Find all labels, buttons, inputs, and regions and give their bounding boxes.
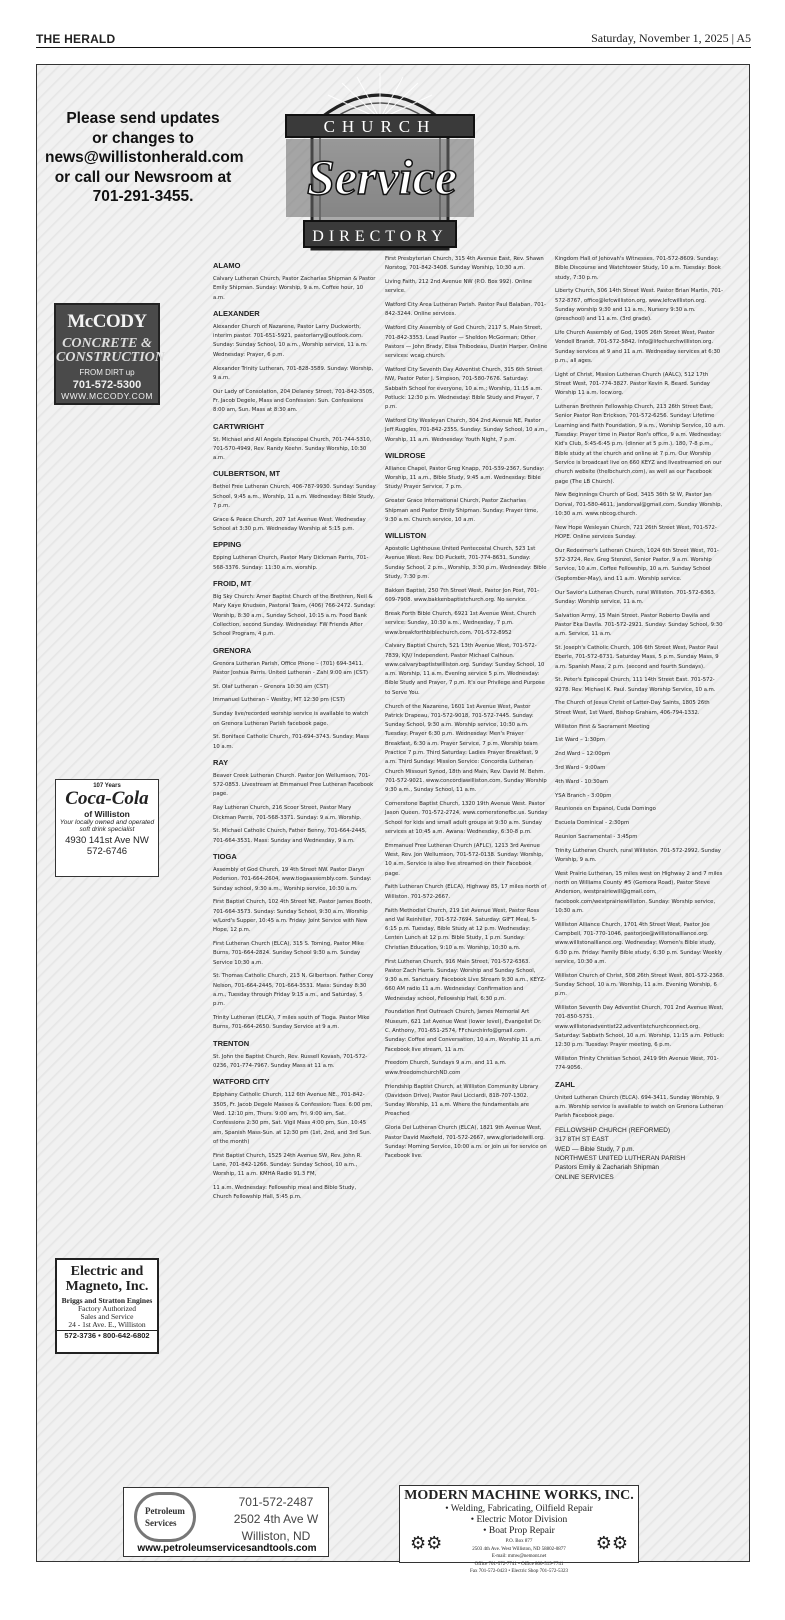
petroleum-logo-line: Petroleum [145,1506,185,1516]
special-listing-line: 317 8TH ST EAST [555,1136,609,1144]
town-heading: RAY [213,757,229,767]
coke-tag: Your locally owned and operated soft drink specialist [59,819,155,833]
updates-line: or changes to [92,129,194,147]
church-listing: Living Faith, 212 2nd Avenue NW (P.O. Box 992). Online service. [385,279,532,295]
church-listing: Church of the Nazarene, 1601 1st Avenue West, Pastor Patrick Drapeau, 701-572-9018, 701-572-7445. Sunday: Sunday School, 9:30 a.m. Worship service, 10:30 a.m. Tuesday: Prayer 6:30 p.m. Wednesday: Men's Prayer Breakfast, 6:30 a.m. Prayer Service, 7 p.m. Worship team Practice 7 p.m. Third Saturday: Ladies Prayer Breakfast, 9 a.m. Third Sunday: Mission Service: Concordia Lutheran Church Missouri Synod, 18th and Main, Rev. David M. Behm. 701-572-9021. www.concordiawilliston.com. Sunday Worship 9:30 a.m., Sunday School, 11 a.m. [385,703,547,794]
magneto-auth: Factory Authorized [77,1304,137,1313]
mccody-phone: 701-572-5300 [72,379,142,391]
church-listing: Watford City Seventh Day Adventist Church, 315 6th Street NW, Pastor Peter J. Simpson, 701-580-7676. Saturday: Sabbath School for everyone, 10 a.m.; Worship, 11:15 a.m. Potluck: 12:30 p.m. Wednesday: Bible Study and Prayer, 7 p.m. [385,366,543,411]
church-listing: First Presbyterian Church, 315 4th Avenue East, Rev. Shawn Norstog, 701-842-3408. Sunday Worship, 10:30 a.m. [385,256,544,272]
church-listing: Big Sky Church: Amer Baptist Church of the Brethren, Neil & Mary Kaye Knudsen, Pastoral Team, (406) 766-2472. Sunday: Worship, 8:30 a.m., Sunday School, 10:15 a.m. Food Bank Collection, second Sunday. Wednesday: FW Friends After School Program, 4 p.m. [213,594,376,638]
special-listing-line: WED — Bible Study, 7 p.m. [555,1145,635,1153]
directory-column-3 [555,255,725,1182]
church-listing: New Hope Wesleyan Church, 721 26th Street West, 701-572-HOPE. Online services Sunday. [555,524,717,541]
church-listing: Watford City Assembly of God Church, 2117 S. Main Street, 701-842-3353. Lead Pastor — Sheldon McGorman; Other Pastors — John Brady, Elisa Thibodeau, Dustin Harper. Online services: wcag.church. [385,325,548,360]
town-heading: ALEXANDER [213,308,260,318]
petroleum-address: 2502 4th Ave W [233,1512,319,1526]
church-listing: Ray Lutheran Church, 216 Scoer Street, Pastor Mary Dickman Parris, 701-568-3371. Sunday: 9 a.m. Worship. [213,805,362,821]
church-listing: Beaver Creek Lutheran Church. Pastor Jon Wellumson, 701-572-0853. Livestream at Emmanuel Free Lutheran Facebook page. [213,772,374,798]
church-listing: Emmanuel Free Lutheran Church (AFLC), 1213 3rd Avenue West, Rev. Jon Wellumson, 701-572-0138. Sunday: Worship, 10 a.m. Service is also live streamed on their Facebook page. [385,842,544,877]
church-listing: Life Church Assembly of God, 1905 26th Street West, Pastor Vondell Brandt. 701-572-5842. info@lifechurchwilliston.org. Sunday services at 9 and 11 a.m. Wednesday services at 6:30 p.m., all ages. [555,330,721,364]
church-listing: West Prairie Lutheran, 15 miles west on Highway 2 and 7 miles north on Williams County #5 (Gemora Road), Pastor Steve Anderson, westprairiewill@gmail.com, facebook.com/westprairiewilliston. Sunday: Worship service, 10:30 a.m. [555,870,723,915]
church-listing: Faith Methodist Church, 219 1st Avenue West, Pastor Ross and Val Reinhiller, 701-572-7694. Saturday: GIFT Meal, 5-6:15 p.m. Tuesday, Bible Study at 12 p.m. Wednesday: Lenten Lunch at 12 p.m. Bible Study, 1 p.m. Sunday: Christian Education, 9:10 a.m. Worship, 10:30 a.m. [385,907,540,951]
logo-directory-text: DIRECTORY [312,228,448,245]
church-listing: Trinity Lutheran Church, rural Williston. 701-572-2992. Sunday Worship, 9 a.m. [555,847,721,864]
church-listing: Grenora Lutheran Parish, Office Phone – (701) 694-3411. Pastor Joshua Parris. United Lutheran - Zahl 9:00 am (CST) [213,660,368,676]
church-listing: Sunday live/recorded worship service is available to watch on Grenora Lutheran Parish facebook page. [213,711,369,727]
church-service-directory-logo [282,73,478,249]
church-listing: The Church of Jesus Christ of Latter-Day Saints, 1805 26th Street West, 1st Ward, Bishop Graham, 406-794-1332. [555,700,710,716]
machine-service: • Electric Motor Division [470,1515,568,1525]
town-heading: TRENTON [213,1038,250,1048]
coke-phone: 572-6746 [86,846,128,857]
church-listing: St. Joseph's Catholic Church, 106 6th Street West, Pastor Paul Eberle, 701-572-6731. Saturday Mass, 5 p.m. Sunday Mass, 9 a.m. Spanish Mass, 2 p.m. (second and fourth Sundays). [555,644,719,670]
coke-years: 107 Years [93,783,121,789]
church-listing: Kingdom Hall of Jehovah's Witnesses. 701-572-8609. Sunday: Bible Discourse and Watchtower Study, 10 a.m. Tuesday: Book study, 7:30 p.m. [555,256,721,281]
petroleum-city: Williston, ND [241,1529,311,1543]
special-listing-line: NORTHWEST UNITED LUTHERAN PARISH [555,1155,686,1163]
church-listing: Liberty Church, 506 14th Street West. Pastor Brian Martin, 701-572-8767, office@lefcwilliston.org, www.lefcwilliston.org. Sunday worship 9:30 and 11 a.m., Nursery 9:30 a.m. (preschool) and 11 a.m. (3rd grade). [555,288,724,323]
mccody-construction-ad[interactable] [54,303,165,405]
machine-service: • Welding, Fabricating, Oilfield Repair [445,1504,593,1514]
machine-name: MODERN MACHINE WORKS, INC. [404,1488,634,1503]
mccody-brand: McCODY [67,311,147,332]
town-heading: FROID, MT [213,579,252,589]
church-listing: Assembly of God Church, 19 4th Street NW. Pastor Daryn Pederson. 701-664-2604, www.tiogaassembly.com. Sunday: Sunday school, 9:30 a.m., Worship service, 10:30 a.m. [213,866,372,892]
church-listing: Grace & Peace Church, 207 1st Avenue West. Wednesday School at 3:30 p.m. Wednesday Worship at 5:15 p.m. [213,516,366,533]
coke-brand: Coca-Cola [65,788,149,809]
church-listing: 11 a.m. Wednesday: Fellowship meal and Bible Study, Church Fellowship Hall, 5:45 p.m. [213,1184,357,1201]
church-listing: Break Forth Bible Church, 6921 1st Avenue West. Church service: Sunday, 10:30 a.m., Wednesday, 7 p.m. www.breakforthbiblechurch.com. 701-572-8952 [385,610,536,636]
coke-of: of Williston [84,809,130,819]
church-listing: Alliance Chapel, Pastor Greg Knapp, 701-539-2367. Sunday: Worship, 11 a.m., Bible Study, 9:45 a.m. Wednesday: Bible Study/ Prayer Service, 7 p.m. [385,465,545,491]
special-listing-line: Pastors Emily & Zachariah Shipman [555,1164,660,1172]
church-listing: Epping Lutheran Church, Pastor Mary Dickman Parris, 701-568-3376. Sunday: 11:30 a.m. worship. [213,555,369,571]
church-listing: 4th Ward - 10:30am [555,778,609,785]
church-listing: Calvary Baptist Church, 521 13th Avenue West, 701-572-7839, KJV/ Independent. Pastor Michael Calhoun. www.calvarybaptistwilliston.org. Sunday: Sunday School, 10 a.m. Worship, 11 a.m. Evening service 5 p.m. Wednesday: Bible Study and Prayer, 7 p.m. It's our Privilege and Purpose to Serve You. [385,643,545,696]
town-heading: ALAMO [213,261,241,270]
church-listing: Foundation First Outreach Church, James Memorial Art Museum, 621 1st Avenue West (lower level), Evangelist Dr. C. Anthony, 701-651-2574, FFchurchinfo@gmail.com. Sunday: Coffee and Conversation, 10 a.m. Worship 11 a.m. Facebook live stream, 11 a.m. [385,1009,542,1053]
church-listing: Bethel Free Lutheran Church, 406-787-9930. Sunday: Sunday School, 9:45 a.m., Worship, 11 a.m. Wednesday: Bible Study, 7 p.m. [213,484,376,510]
church-listing: 1st Ward – 1:30pm [555,737,605,744]
masthead [36,30,751,48]
machine-detail: Fax 701-572-0423 • Electric Shop 701-572-5323 [470,1569,568,1574]
church-listing: New Beginnings Church of God, 3415 36th St W, Pastor Jan Dorval, 701-580-4611, jandorval@gmail.com. Sunday Worship, 10:30 a.m. www.nbcog.church. [555,492,723,517]
town-heading: TIOGA [213,851,237,861]
church-listing: St. Boniface Catholic Church, 701-694-3743. Sunday: Mass 10 a.m. [213,734,369,750]
modern-machine-works-ad[interactable] [399,1485,639,1574]
church-listing: Watford City Wesleyan Church, 304 2nd Avenue NE, Pastor Jeff Ruggles, 701-842-2355. Sunday: Sunday School, 10 a.m., Worship, 11 a.m. Wednesday: Youth Night, 7 p.m. [385,417,548,443]
updates-line: or call our Newsroom at [54,168,232,186]
mccody-tag: FROM DIRT up [79,368,135,377]
church-listing: Watford City Area Lutheran Parish. Pastor Paul Balaban. 701-842-3244. Online services. [385,302,546,318]
church-listing: First Lutheran Church (ELCA), 315 S. Toming, Pastor Mike Burns, 701-664-2824. Sunday School 9:30 a.m. Sunday Service 10:30 a.m. [213,941,364,966]
church-listing: Salvation Army, 15 Main Street. Pastor Roberto Davila and Pastor Eka Davila. 701-572-2921. Sunday: Sunday School, 9:30 a.m. Service, 11 a.m. [555,612,723,638]
church-listing: Reunion Sacramental - 3:45pm [555,833,638,840]
church-listing: Calvary Lutheran Church, Pastor Zacharias Shipman & Pastor Emily Shipman. Sunday: Worship, 9 a.m. Coffee hour, 10 a.m. [213,276,376,301]
church-listing: Williston Alliance Church, 1701 4th Street West, Pastor Joe Campbell, 701-770-1046, pastorjoe@willistonalliance.org. www.willistonalliance.org. Wednesday: Women's Bible study, 6:30 p.m. Friday: Family Bible study, 6:30 p.m. Sunday: Weekly service, 10:30 a.m. [555,921,723,965]
coca-cola-ad[interactable] [55,779,159,877]
mccody-line: CONCRETE & CONSTRUCTION [56,336,165,365]
petroleum-logo-line: Services [145,1518,177,1528]
church-listing: YSA Branch - 3:00pm [555,792,612,799]
church-listing: Faith Lutheran Church (ELCA), Highway 85, 17 miles north of Williston. 701-572-2667. [385,884,547,900]
church-listing: Immanuel Lutheran – Westby, MT 12:30 pm (CST) [213,697,345,704]
church-listing: St. Olaf Lutheran – Grenora 10:30 am (CST) [213,683,329,690]
church-listing: Our Savior's Lutheran Church, rural Williston. 701-572-6363. Sunday: Worship service, 11 a.m. [555,589,716,605]
church-listing: Apostolic Lighthouse United Pentecostal Church, 523 1st Avenue West. Rev. DD Puckett, 701-774-8631. Sunday: Sunday School, 2 p.m., Worship, 3:30 p.m. Wednesday: Bible Study, 7:30 p.m. [385,546,547,581]
church-listing: St. Thomas Catholic Church, 213 N. Gilbertson. Father Corey Nelson, 701-664-2445, 701-664-3531. Mass: Sunday 8:30 a.m., Tuesday through Friday 9:15 a.m., and Saturday, 5 p.m. [213,973,374,1008]
machine-detail: E-mail: mmw@nemont.net [491,1554,547,1559]
magneto-service: Sales and Service [80,1312,134,1321]
coke-address: 4930 141st Ave NW [65,835,149,846]
church-listing: Bakken Baptist, 250 7th Street West, Pastor Jon Post, 701-609-7908. www.bakkenbaptistchurch.org. No service. [385,587,540,604]
electric-magneto-ad[interactable] [55,1258,159,1354]
church-listing: Williston Seventh Day Adventist Church, 701 2nd Avenue West, 701-850-5731. www.willistonadventist22.adventistchurchconnect.org. Saturday: Sabbath School, 10 a.m. Worship, 11:15 a.m. Potluck: 12:30 p.m. Tuesday: Prayer meeting, 6 p.m. [555,1005,725,1049]
church-listing: Freedom Church, Sundays 9 a.m. and 11 a.m. www.freedomchurchND.com [385,1060,507,1076]
church-listing: St. Michael and All Angels Episcopal Church, 701-744-5310, 701-570-4949, Rev. Randy Keehn. Sunday Worship, 10:30 a.m. [213,436,372,462]
church-listing: United Lutheran Church (ELCA). 694-3411. Sunday Worship, 9 a.m. Worship service is available to watch on Grenora Lutheran Parish Facebook page. [555,1094,724,1120]
paper-name: THE HERALD [36,32,116,46]
updates-line: Please send updates [66,110,220,127]
church-listing: St. Peter's Episcopal Church, 111 14th Street East. 701-572-9278. Rev. Michael K. Paul. Sunday Worship Service, 10 a.m. [555,677,716,693]
machine-detail: Office 701-572-7741 • Office 800-519-7741 [474,1561,564,1567]
town-heading: EPPING [213,540,242,550]
church-listing: Williston Church of Christ, 508 26th Street West, 801-572-2368. Sunday School, 10 a.m. Worship, 11 a.m. Evening Worship, 6 p.m. [555,972,725,998]
church-listing: First Baptist Church, 102 4th Street NE. Pastor James Booth, 701-664-3573. Sunday: Sunday School, 9:30 a.m. Worship w/Lord's Supper, 10:45 a.m. Friday: Joint Service with New Hope, 12 p.m. [213,899,373,934]
directory-column-2 [385,255,548,1166]
machine-service: • Boat Prop Repair [483,1526,555,1536]
updates-email[interactable]: news@willistonherald.com [45,149,244,166]
petroleum-logo [134,1492,196,1542]
updates-phone: 701-291-3455. [92,188,194,205]
church-directory-frame [36,64,750,1574]
church-listing: Alexander Church of Nazarene, Pastor Larry Duckworth, interim pastor. 701-651-5921, pastorlarry@outlook.com. Sunday: Sunday School, 10 a.m., Worship service, 11 a.m. Wednesday: Prayer, 6 p.m. [213,323,368,358]
mccody-web: WWW.MCCODY.COM [61,391,153,401]
magneto-address: 24 - 1st Ave. E., Williston [68,1320,146,1329]
church-listing: Friendship Baptist Church, at Williston Community Library (Davidson Drive), Pastor Paul Licciardi, 818-707-1302. Sunday Worship, 11 a.m. Where the fundamentals are Preached [385,1083,539,1118]
page-date: Saturday, November 1, 2025 | A5 [591,31,751,45]
church-listing: St. John the Baptist Church, Rev. Russell Kovash, 701-572-0236, 701-774-7967. Sunday Mass at 11 a.m. [213,1053,368,1070]
town-heading: ZAHL [555,1079,575,1089]
machine-detail: 2503 4th Ave. West Williston, ND 58802-0877 [472,1546,566,1552]
church-listing: Epiphany Catholic Church, 112 6th Avenue NE., 701-842-3505, Fr. Jacob Degele Masses & Confession: Tues. 6:00 pm, Wed. 12:10 pm, Thurs. 9:00 am, Fri. 9:00 am, Sat. Confessions 2:30 pm, Sat. Vigil Mass 4:00 pm, Sun. 10:45 am, Spanish Mass-Sun. at 12:30 pm (1st, 2nd, and 3rd Sun. of the month) [213,1092,373,1145]
town-heading: WATFORD CITY [213,1077,270,1087]
church-listing: Light of Christ, Mission Lutheran Church (AALC), 512 17th Street West, 701-774-3827. Pastor Kevin R. Beard. Sunday Worship 11 a.m. locw.org. [555,371,710,397]
church-listing: First Baptist Church, 1525 24th Avenue SW, Rev. John R. Lane, 701-842-1266. Sunday: Sunday School, 10 a.m., Worship, 11 a.m. KMHA Radio 91.3 FM, [213,1152,362,1178]
church-listing: 3rd Ward – 9:00am [555,764,606,771]
logo-church-text: CHURCH [323,117,437,136]
church-listing: Gloria Dei Lutheran Church (ELCA), 1821 9th Avenue West, Pastor David Maxfield, 701-572-2667, www.gloriadeiwill.org. Sunday: Morning Service, 10:00 a.m. or join us for service on Facebook live. [385,1125,547,1160]
updates-notice [45,109,244,207]
town-heading: GRENORA [213,645,252,655]
directory-column-1 [213,255,376,1207]
church-listing: Lutheran Brethren Fellowship Church, 213 26th Street East, Senior Pastor Ron Erickson, 701-572-6256. Sunday: Lifetime Learning and Faith Foundation, 9 a.m., Worship Service, 10 a.m. Tuesday: Prayer time in Pastor Ron's office, 9 a.m. Wednesday: Kid's Club, 5:45-6:45 p.m. (dinner at 5 p.m.). 180, 7-8 p.m., Bible study at the church and online at 7 p.m. Our Worship Service is broadcast live on 660 KEYZ and livestreamed on our church website (thelbchurch.com), as well as our Facebook page (The LB Church). [555,404,725,485]
church-listing: Cornerstone Baptist Church, 1320 19th Avenue West. Pastor Jason Queen. 701-572-2724, www.cornerstonefbc.us. Sunday School for kids and small adult groups at 9:30 a.m. Sunday services at 10:45 a.m. Awana: Wednesday, 6:30-8 p.m. [385,801,548,835]
church-listing: Reuniones en Espanol, Cuda Domingo [555,806,656,813]
gear-icon: ⚙⚙ [410,1533,443,1553]
church-listing: Alexander Trinity Lutheran, 701-828-3589. Sunday: Worship, 9 a.m. [213,365,374,381]
church-listing: Our Redeemer's Lutheran Church, 1024 6th Street West, 701-572-3724. Rev. Greg Stenzel, Senior Pastor. 9 a.m. Worship Service, 10 a.m. Coffee Fellowship, 10 a.m. Sunday School (September-May), and 11 a.m. Worship service. [555,547,719,582]
town-heading: CULBERTSON, MT [213,469,281,479]
petroleum-web[interactable]: www.petroleumservicesandtools.com [137,1543,317,1554]
special-listing-line: FELLOWSHIP CHURCH (REFORMED) [555,1127,671,1135]
church-listing: First Lutheran Church, 916 Main Street, 701-572-6363. Pastor Zach Harris. Sunday: Worship and Sunday School, 9:30 a.m. Sanctuary. Facebook Live Stream 9:30 a.m., KEYZ-660 AM radio 11 a.m. Wednesday: Confirmation and Wednesday school, Fellowship Hall, 6:30 p.m. [385,958,546,1002]
town-heading: WILDROSE [385,450,426,460]
magneto-brand: Briggs and Stratton Engines [61,1296,153,1305]
church-listing: Williston First & Sacrament Meeting [555,723,650,730]
town-heading: CARTWRIGHT [213,421,265,431]
magneto-name: Electric and Magneto, Inc. [65,1264,149,1294]
magneto-phone: 572-3736 • 800-642-6802 [57,1330,157,1340]
gear-icon: ⚙⚙ [595,1533,628,1553]
petroleum-info [228,1494,324,1545]
machine-detail: P.O. Box 877 [505,1539,533,1544]
church-listing: Greater Grace International Church, Pastor Zacharias Shipman and Pastor Emily Shipman. Sunday: Prayer time, 9:30 a.m. Church service, 10 a.m. [385,498,539,523]
church-listing: 2nd Ward – 12:00pm [555,751,611,758]
town-heading: WILLISTON [385,531,427,541]
special-listing-line: ONLINE SERVICES [555,1173,614,1181]
petroleum-phone: 701-572-2487 [238,1495,314,1509]
church-listing: Escuela Dominical - 2:30pm [555,820,630,827]
church-listing: Williston Trinity Christian School, 2419 9th Avenue West, 701-774-9056. [555,1056,719,1072]
church-listing: Our Lady of Consolation, 204 Delaney Street, 701-842-3505, Fr. Jacob Degele, Mass and Confession: Sun. Confessions 8:00 am, Sun. Mass at 8:30 am. [213,388,375,414]
logo-service-text: Service [307,149,457,205]
church-listing: Trinity Lutheran (ELCA), 7 miles south of Tioga. Pastor Mike Burns, 701-664-2650. Sunday Service at 9 a.m. [213,1015,370,1031]
church-listing: St. Michael Catholic Church, Father Benny, 701-664-2445, 701-664-3531. Mass: Sunday and Wednesday, 9 a.m. [213,828,367,844]
petroleum-services-ad[interactable] [123,1487,329,1557]
